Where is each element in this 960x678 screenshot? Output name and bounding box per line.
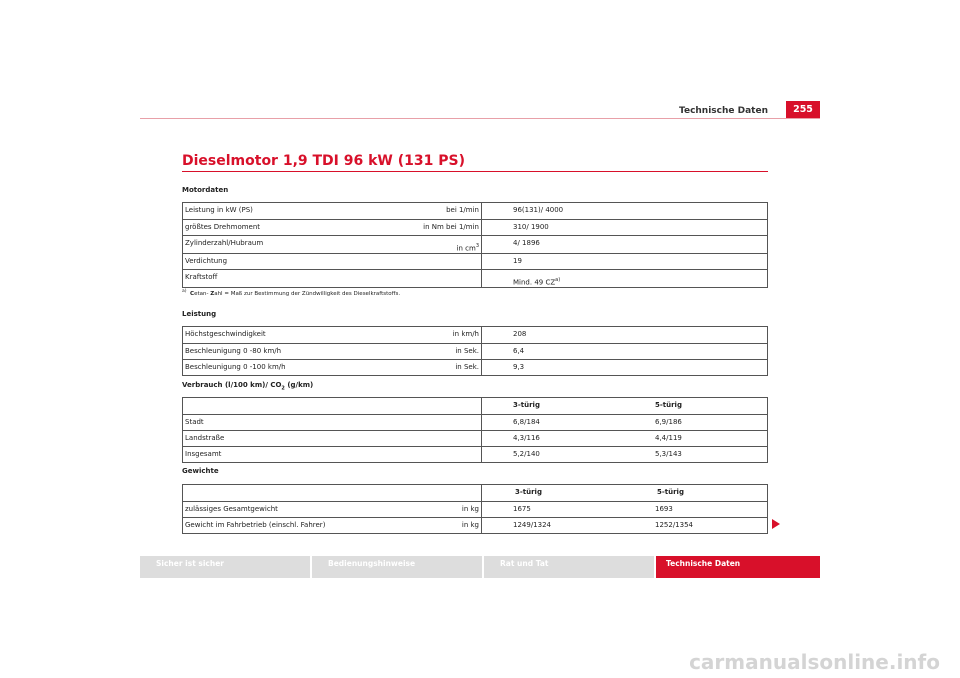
running-header-title: Technische Daten	[679, 106, 768, 116]
row-label: Stadt	[185, 418, 204, 426]
row-value: 208	[513, 330, 527, 338]
column-divider	[481, 447, 482, 462]
table-row	[183, 359, 767, 375]
section-heading-verbrauch	[182, 381, 313, 391]
footnote-marker: a)	[555, 277, 561, 283]
column-divider	[481, 431, 482, 446]
table-row	[183, 327, 767, 343]
row-value: 9,3	[513, 363, 525, 371]
footnote-marker: a)	[182, 289, 187, 294]
nav-tab-technische-daten[interactable]: Technische Daten	[656, 556, 820, 578]
table-row	[183, 269, 767, 287]
heading-subscript: 2	[281, 385, 285, 392]
column-divider	[481, 254, 482, 269]
column-header: 5-türig	[657, 488, 684, 496]
header-divider	[140, 118, 820, 119]
table-row	[183, 501, 767, 517]
nav-tab-bedienungshinweise[interactable]: Bedienungshinweise	[312, 556, 482, 578]
row-unit: in Nm bei 1/min	[423, 223, 479, 231]
footnote-letter: C	[190, 290, 195, 297]
section-heading-gewichte: Gewichte	[182, 467, 219, 475]
title-divider	[182, 171, 768, 172]
footnote	[182, 289, 400, 297]
row-value: 1249/1324	[513, 521, 551, 529]
section-heading-motordaten: Motordaten	[182, 186, 229, 194]
table-row	[183, 430, 767, 446]
row-unit: in km/h	[452, 330, 479, 338]
row-value: 96(131)/ 4000	[513, 206, 564, 214]
page-number-badge: 255	[786, 101, 820, 119]
column-divider	[481, 502, 482, 517]
footnote-text: etan-	[194, 290, 211, 297]
heading-text: (g/km)	[284, 381, 314, 389]
section-heading-leistung: Leistung	[182, 310, 217, 318]
row-value: 310/ 1900	[513, 223, 549, 231]
table-row	[183, 253, 767, 269]
row-value: 6,8/184	[513, 418, 540, 426]
row-label: Beschleunigung 0 -80 km/h	[185, 347, 282, 355]
row-value: 4/ 1896	[513, 239, 540, 247]
column-header: 3-türig	[515, 488, 542, 496]
table-row	[183, 414, 767, 430]
column-divider	[481, 203, 482, 219]
row-unit: in kg	[461, 521, 479, 529]
row-value: 1675	[513, 505, 531, 513]
row-label: Insgesamt	[185, 450, 222, 458]
heading-text: Verbrauch (l/100 km)/ CO	[182, 381, 282, 389]
page-title: Dieselmotor 1,9 TDI 96 kW (131 PS)	[182, 153, 465, 169]
table-verbrauch	[182, 397, 768, 463]
footnote-letter: Z	[210, 290, 215, 297]
row-unit: in kg	[461, 505, 479, 513]
table-row	[183, 219, 767, 235]
table-header-row	[183, 398, 767, 414]
table-row	[183, 517, 767, 533]
column-divider	[481, 236, 482, 253]
row-value: 6,9/186	[655, 418, 682, 426]
row-label: Kraftstoff	[185, 273, 218, 281]
row-value: 4,4/119	[655, 434, 682, 442]
table-header-row	[183, 485, 767, 501]
table-row	[183, 203, 767, 219]
row-value: 4,3/116	[513, 434, 540, 442]
table-gewichte	[182, 484, 768, 534]
column-divider	[481, 360, 482, 375]
table-motordaten	[182, 202, 768, 288]
table-row	[183, 235, 767, 253]
nav-tab-rat-und-tat[interactable]: Rat und Tat	[484, 556, 654, 578]
continue-arrow-icon[interactable]	[772, 519, 780, 529]
row-value	[513, 273, 560, 287]
section-navbar	[140, 556, 820, 578]
row-value: 5,3/143	[655, 450, 682, 458]
row-label: Landstraße	[185, 434, 225, 442]
column-header: 5-türig	[655, 401, 682, 409]
row-value: 19	[513, 257, 522, 265]
table-leistung	[182, 326, 768, 376]
row-label: zulässiges Gesamtgewicht	[185, 505, 278, 513]
column-divider	[481, 327, 482, 343]
row-label: Höchstgeschwindigkeit	[185, 330, 266, 338]
column-divider	[481, 344, 482, 359]
row-unit: bei 1/min	[446, 206, 479, 214]
value-text: Mind. 49 CZ	[513, 278, 556, 287]
row-label: Zylinderzahl/Hubraum	[185, 239, 264, 247]
row-label: Beschleunigung 0 -100 km/h	[185, 363, 286, 371]
row-value: 6,4	[513, 347, 525, 355]
row-label: größtes Drehmoment	[185, 223, 261, 231]
column-divider	[481, 398, 482, 414]
column-divider	[481, 485, 482, 501]
unit-superscript: 3	[475, 243, 479, 249]
column-divider	[481, 518, 482, 533]
row-label: Gewicht im Fahrbetrieb (einschl. Fahrer)	[185, 521, 326, 529]
row-unit: in Sek.	[455, 363, 479, 371]
unit-text: in cm	[456, 244, 476, 253]
column-divider	[481, 270, 482, 287]
row-value: 1252/1354	[655, 521, 693, 529]
table-row	[183, 343, 767, 359]
footnote-text: ahl = Maß zur Bestimmung der Zündwilligkeit des Dieselkraftstoffs.	[214, 290, 401, 297]
table-row	[183, 446, 767, 462]
row-unit: in Sek.	[455, 347, 479, 355]
column-divider	[481, 415, 482, 430]
column-header: 3-türig	[513, 401, 540, 409]
watermark: carmanualsonline.info	[689, 650, 940, 674]
row-unit	[457, 239, 479, 253]
row-value: 5,2/140	[513, 450, 540, 458]
row-value: 1693	[655, 505, 673, 513]
row-label: Leistung in kW (PS)	[185, 206, 253, 214]
column-divider	[481, 220, 482, 235]
nav-tab-sicher-ist-sicher[interactable]: Sicher ist sicher	[140, 556, 310, 578]
row-label: Verdichtung	[185, 257, 228, 265]
